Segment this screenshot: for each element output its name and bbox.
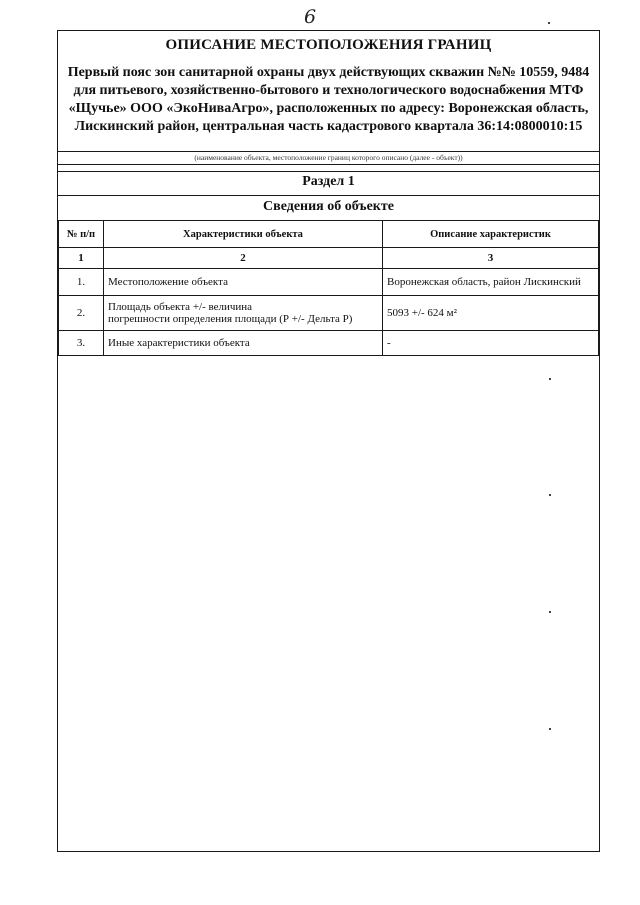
divider [58,171,599,172]
document-title: ОПИСАНИЕ МЕСТОПОЛОЖЕНИЯ ГРАНИЦ [165,37,492,53]
column-number-row [59,248,599,269]
table-row [59,296,599,331]
row-characteristic-line: Площадь объекта +/- величина [108,301,253,313]
row-characteristic: Иные характеристики объекта [104,331,383,356]
scan-speck [549,494,551,496]
row-num: 1. [59,269,104,296]
object-name: Первый пояс зон санитарной охраны двух действующих скважин №№ 10559, 9484 для питьевого, хозяйственно-бытового и технологического водоснабжения МТФ «Щучье» ООО «ЭкоНиваАгро», расположенных по адресу: Воронежская область, Лискинский район, центральная часть кадастрового квартала 36:14:0800010:15 [67,65,590,134]
header-description: Описание характеристик [383,221,599,248]
section-subtitle: Сведения об объекте [263,199,394,214]
row-characteristic-line: погрешности определения площади (Р +/- Дельта Р) [108,313,353,325]
divider [58,195,599,196]
scan-speck [549,378,551,380]
table-row [59,269,599,296]
column-number: 1 [59,248,104,269]
divider [58,164,599,165]
page-number: 6 [303,6,317,28]
table-row [59,331,599,356]
row-num: 2. [59,296,104,331]
section-title: Раздел 1 [302,174,355,189]
object-characteristics-table [58,220,599,356]
document-frame [57,30,600,852]
header-num: № п/п [59,221,104,248]
row-characteristic: Местоположение объекта [104,269,383,296]
scan-speck [549,611,551,613]
table-header-row [59,221,599,248]
row-description: Воронежская область, район Лискинский [383,269,599,296]
divider [58,151,599,152]
row-characteristic [104,296,383,331]
row-description: - [383,331,599,356]
column-number: 3 [383,248,599,269]
row-description: 5093 +/- 624 м² [383,296,599,331]
header-characteristic: Характеристики объекта [104,221,383,248]
column-number: 2 [104,248,383,269]
scan-speck [548,22,550,24]
object-name-caption: (наименование объекта, местоположение границ которого описано (далее - объект)) [194,153,463,162]
row-num: 3. [59,331,104,356]
scan-speck [549,728,551,730]
